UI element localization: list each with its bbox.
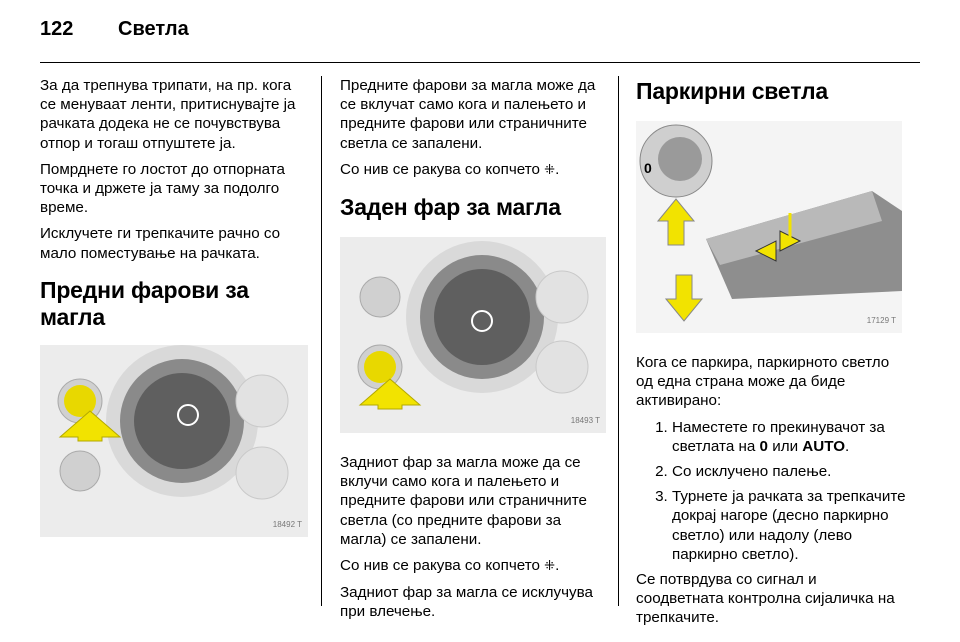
figure-code: 18493 T — [570, 415, 600, 425]
figure-code: 17129 T — [866, 315, 896, 325]
header-rule — [40, 62, 920, 63]
steps-list — [636, 418, 906, 564]
paragraph: За да трепнува трипати, на пр. кога се менуваат ленти, притиснувајте ја рачката додека не се почувствува отпор и тогаш отпуштете ја. — [40, 77, 296, 152]
figure-turn-signal-lever — [636, 121, 902, 333]
light-switch-illustration — [40, 345, 308, 537]
page-title: Светла — [118, 18, 189, 40]
paragraph: Се потврдува со сигнал и соодветната контролна сијаличка на трепкачите. — [636, 571, 895, 627]
lever-illustration — [636, 121, 902, 333]
page-header — [40, 18, 189, 41]
paragraph: Со нив се ракува со копчето ⁜. — [340, 557, 560, 575]
svg-text:0: 0 — [644, 160, 652, 176]
figure-front-fog-switch — [40, 345, 308, 537]
section-heading-parking-lights: Паркирни светла — [636, 78, 828, 104]
list-item: 3. Турнете ја рачката за трепкачите докрај нагоре (десно паркирно светло) или надолу (лево паркирно светло). — [672, 487, 906, 564]
section-heading-rear-fog: Заден фар за магла — [340, 194, 561, 221]
column-1 — [40, 76, 308, 537]
column-divider-1 — [321, 76, 322, 606]
list-item: 1. Наместете го прекинувачот за светлата на 0 или AUTO. — [672, 418, 906, 456]
figure-rear-fog-switch — [340, 237, 606, 433]
rear-fog-light-icon: ⁜ — [544, 559, 556, 575]
column-divider-2 — [618, 76, 619, 606]
paragraph: Исклучете ги трепкачите рачно со мало поместување на рачката. — [40, 225, 281, 262]
figure-code: 18492 T — [272, 519, 302, 529]
light-switch-illustration — [340, 237, 606, 433]
page-number: 122 — [40, 18, 74, 40]
paragraph: Со нив се ракува со копчето ⁜. — [340, 160, 560, 178]
column-3 — [636, 76, 906, 635]
column-2 — [340, 76, 606, 629]
list-item: 2. Со исклучено палење. — [672, 462, 906, 481]
section-heading-front-fog: Предни фарови за магла — [40, 276, 249, 330]
paragraph: Задниот фар за магла може да се вклучи само кога и палењето и предните фарови или страничните светла (со предните фарови за магла) се запалени. — [340, 454, 587, 548]
paragraph: Задниот фар за магла се исклучува при влечење. — [340, 584, 593, 621]
paragraph: Кога се паркира, паркирното светло од една страна може да биде активирано: — [636, 354, 890, 410]
paragraph: Помрднете го лостот до отпорната точка и држете ја таму за подолго време. — [40, 160, 286, 217]
front-fog-light-icon: ⁜ — [544, 162, 556, 178]
paragraph: Предните фарови за магла може да се вклучат само кога и палењето и предните фарови или страничните светла се запалени. — [340, 77, 596, 152]
